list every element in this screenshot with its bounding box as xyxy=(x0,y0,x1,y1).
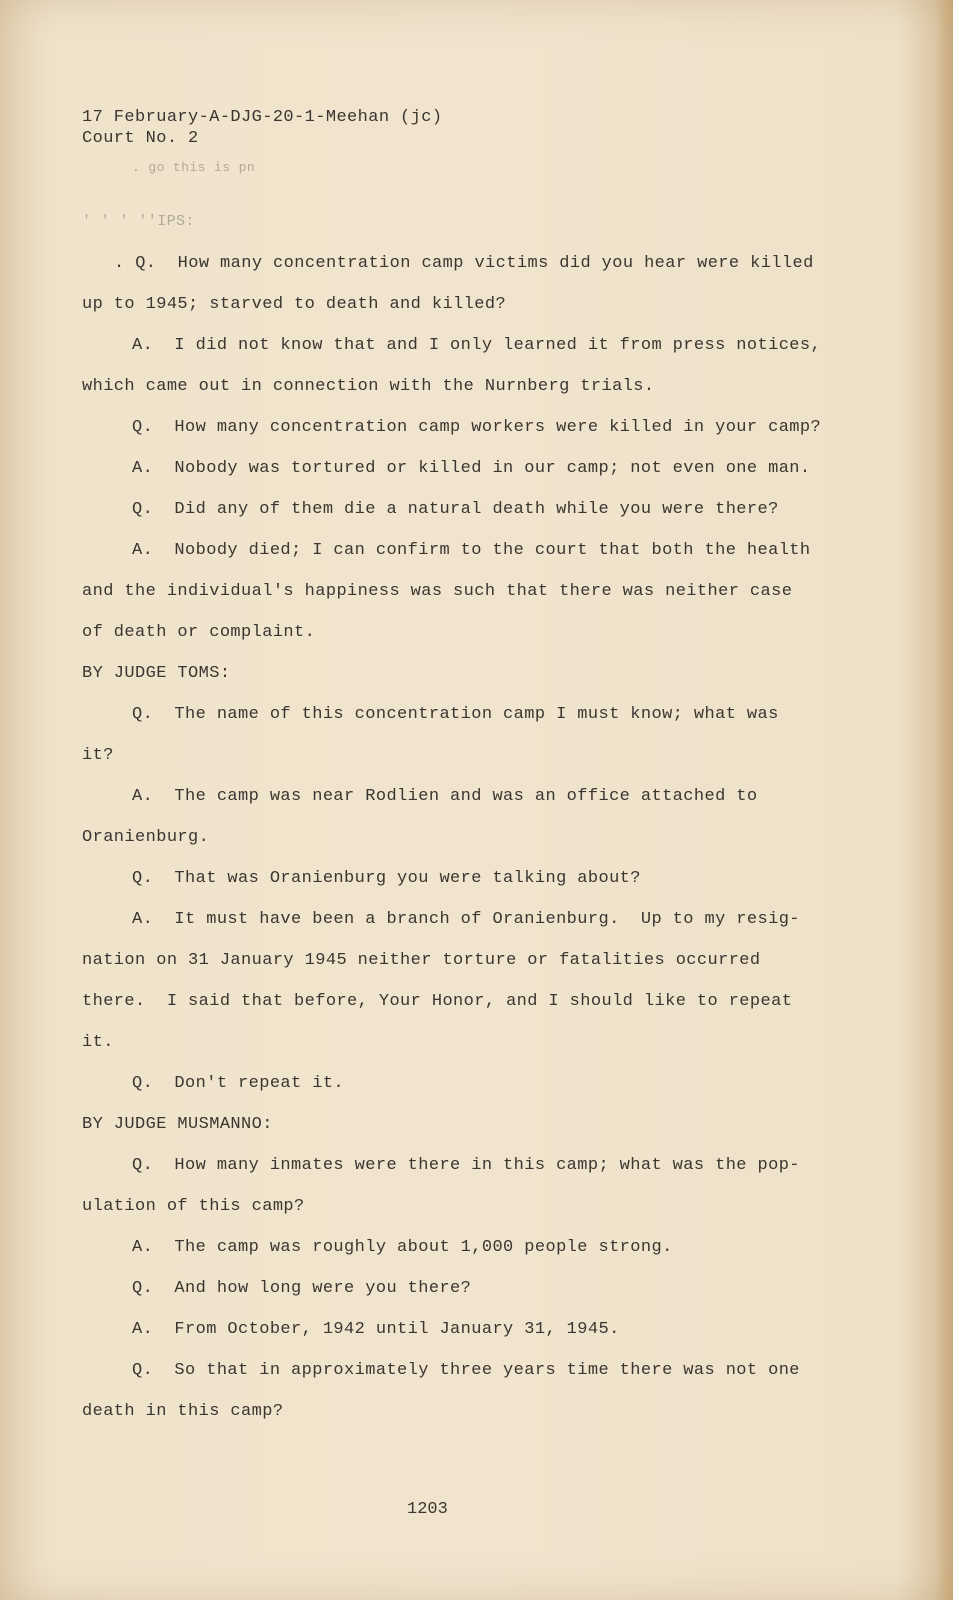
header-line-1: 17 February-A-DJG-20-1-Meehan (jc) xyxy=(82,108,443,127)
text-line: A. The camp was near Rodlien and was an office attached to xyxy=(132,787,758,806)
text-line: A. Nobody was tortured or killed in our camp; not even one man. xyxy=(132,459,811,478)
text-line: Q. That was Oranienburg you were talking about? xyxy=(132,869,641,888)
text-line: A. The camp was roughly about 1,000 people strong. xyxy=(132,1238,673,1257)
text-line: there. I said that before, Your Honor, and I should like to repeat xyxy=(82,992,793,1011)
text-line: Q. The name of this concentration camp I must know; what was xyxy=(132,705,779,724)
faint-mark-2: ' ' ' ''IPS: xyxy=(82,213,195,230)
page-edge-shadow xyxy=(935,0,953,1600)
speaker-heading: BY JUDGE TOMS: xyxy=(82,664,231,683)
text-line: A. From October, 1942 until January 31, 1945. xyxy=(132,1320,620,1339)
page-number: 1203 xyxy=(407,1500,448,1519)
text-line: Q. And how long were you there? xyxy=(132,1279,472,1298)
text-line: it. xyxy=(82,1033,114,1052)
text-line: ulation of this camp? xyxy=(82,1197,305,1216)
faint-mark-1: . go this is pn xyxy=(132,160,256,175)
text-line: Q. How many inmates were there in this camp; what was the pop- xyxy=(132,1156,800,1175)
text-line: death in this camp? xyxy=(82,1402,284,1421)
text-line: Q. How many concentration camp workers were killed in your camp? xyxy=(132,418,822,437)
text-line: A. I did not know that and I only learned it from press notices, xyxy=(132,336,822,355)
text-line: it? xyxy=(82,746,114,765)
text-line: A. Nobody died; I can confirm to the court that both the health xyxy=(132,541,811,560)
text-line: nation on 31 January 1945 neither torture or fatalities occurred xyxy=(82,951,761,970)
text-line: Q. Did any of them die a natural death while you were there? xyxy=(132,500,779,519)
text-line: up to 1945; starved to death and killed? xyxy=(82,295,507,314)
text-line: A. It must have been a branch of Oranienburg. Up to my resig- xyxy=(132,910,800,929)
text-line: and the individual's happiness was such that there was neither case xyxy=(82,582,793,601)
text-line: Q. So that in approximately three years time there was not one xyxy=(132,1361,800,1380)
text-line: of death or complaint. xyxy=(82,623,316,642)
header-line-2: Court No. 2 xyxy=(82,129,199,148)
text-line: Oranienburg. xyxy=(82,828,210,847)
speaker-heading: BY JUDGE MUSMANNO: xyxy=(82,1115,273,1134)
text-line: Q. Don't repeat it. xyxy=(132,1074,345,1093)
text-line: which came out in connection with the Nurnberg trials. xyxy=(82,377,655,396)
text-line: . Q. How many concentration camp victims did you hear were killed xyxy=(114,254,814,273)
